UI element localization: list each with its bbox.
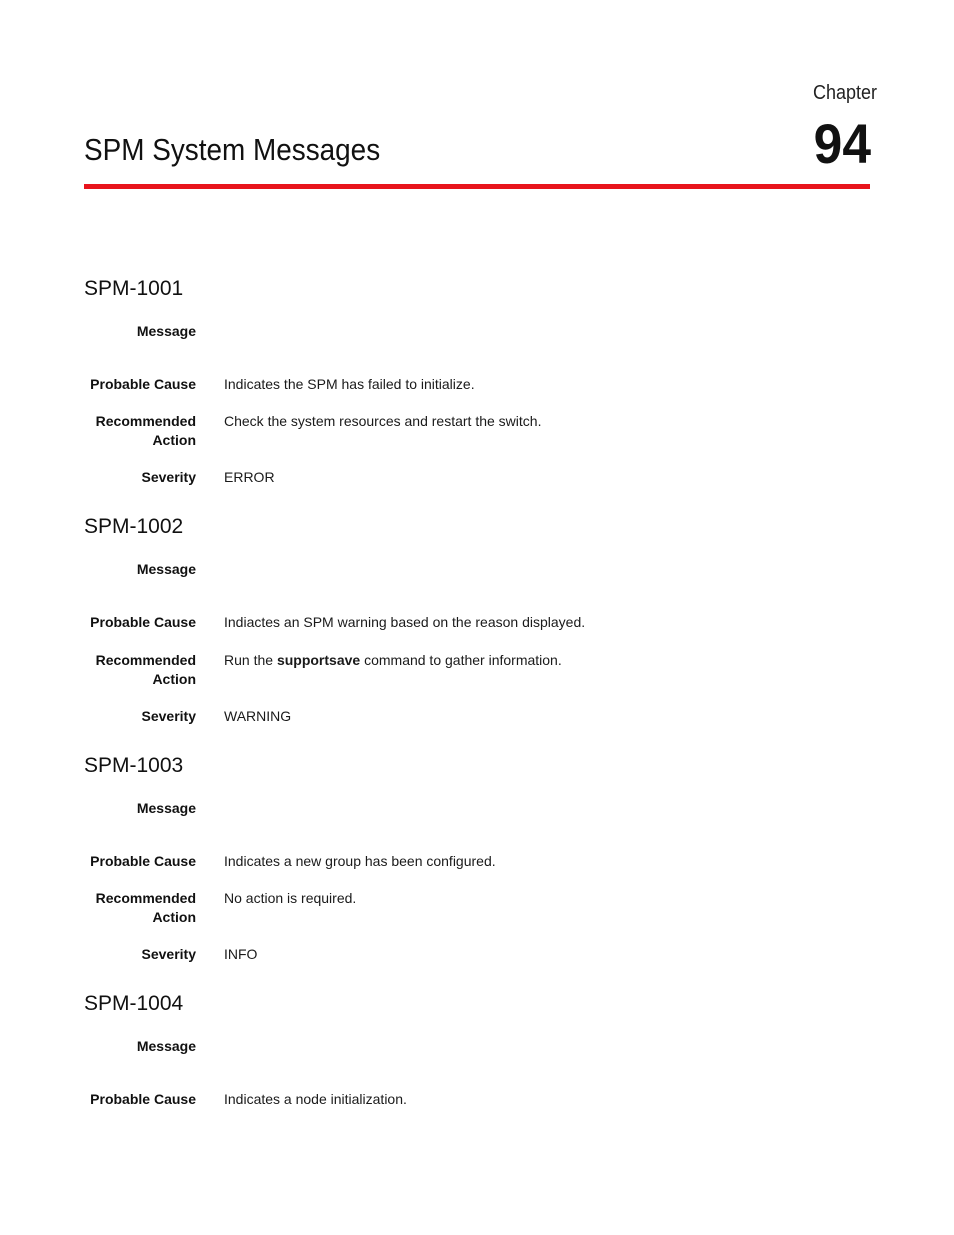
probable-cause-label: Probable Cause (90, 1091, 196, 1107)
severity-label: Severity (141, 946, 196, 962)
probable-cause-text: Indicates the SPM has failed to initialize. (224, 376, 475, 392)
recommended-action-text: Check the system resources and restart the switch. (224, 413, 542, 429)
command-name: supportsave (276, 652, 361, 668)
recommended-action-text (224, 651, 884, 670)
message-label: Message (136, 561, 196, 577)
message-label: Message (136, 323, 196, 339)
probable-cause-label: Probable Cause (90, 614, 196, 630)
recommended-action-label (60, 412, 196, 450)
probable-cause-text: Indicates a new group has been configured. (224, 853, 496, 869)
severity-label: Severity (141, 469, 196, 485)
severity-value: INFO (224, 946, 258, 962)
probable-cause-text: Indicates a node initialization. (224, 1091, 407, 1107)
recommended-action-text: No action is required. (224, 890, 357, 906)
recommended-label-line-2: Action (152, 671, 196, 687)
recommended-label-line-2: Action (152, 909, 196, 925)
recommended-label-line-1: Recommended (95, 890, 196, 906)
severity-value: WARNING (224, 708, 292, 724)
recommended-action-pre: Run the (224, 652, 277, 668)
section-heading: SPM-1001 (84, 277, 184, 300)
recommended-label-line-1: Recommended (95, 652, 196, 668)
chapter-number: 94 (813, 112, 871, 175)
section-heading: SPM-1004 (84, 992, 184, 1015)
recommended-action-label (60, 889, 196, 927)
chapter-label: Chapter (812, 82, 877, 104)
section-heading: SPM-1002 (84, 515, 184, 538)
recommended-action-post: command to gather information. (360, 652, 562, 668)
page-title: SPM System Messages (84, 132, 381, 167)
probable-cause-label: Probable Cause (90, 853, 196, 869)
recommended-label-line-2: Action (152, 432, 196, 448)
recommended-label-line-1: Recommended (95, 413, 196, 429)
severity-value: ERROR (224, 469, 275, 485)
recommended-action-label (60, 651, 196, 689)
severity-label: Severity (141, 708, 196, 724)
section-heading: SPM-1003 (84, 754, 184, 777)
probable-cause-text: Indiactes an SPM warning based on the reason displayed. (224, 614, 586, 630)
message-label: Message (136, 800, 196, 816)
title-rule (84, 184, 870, 189)
message-label: Message (136, 1038, 196, 1054)
probable-cause-label: Probable Cause (90, 376, 196, 392)
